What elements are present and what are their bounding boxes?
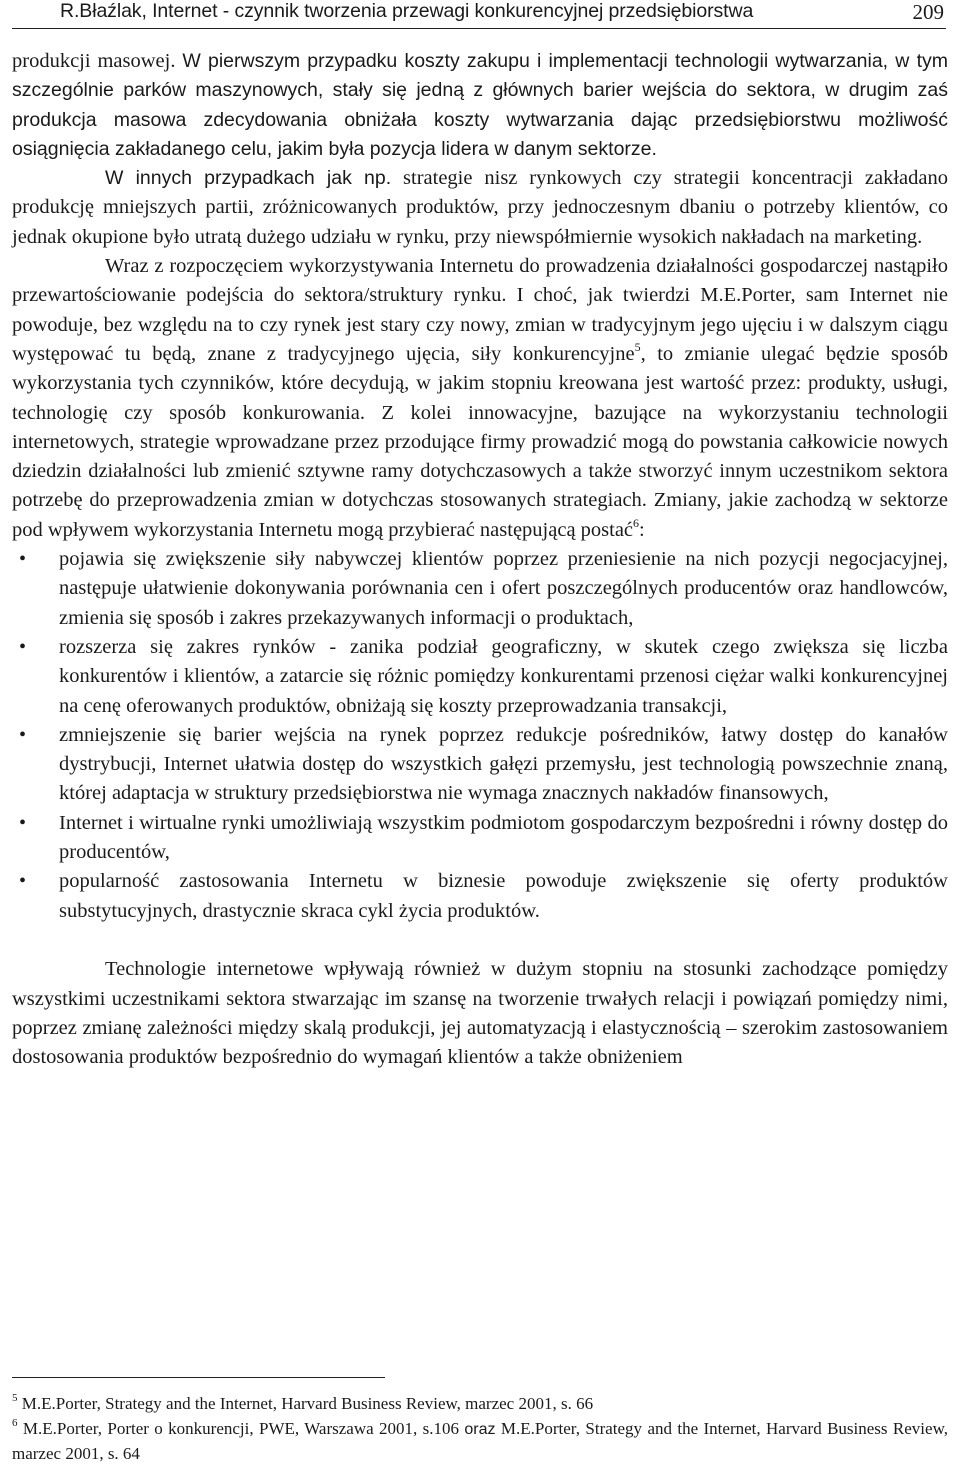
footnote-5-number: 5 bbox=[12, 1392, 18, 1404]
paragraph-2-start: W innych przypadkach jak np. bbox=[105, 167, 392, 190]
list-item-text: Internet i wirtualne rynki umożliwiają wszystkim podmiotom gospodarczym bezpośredni i równy dostęp do producentów, bbox=[59, 811, 948, 864]
bullet-symbol: • bbox=[19, 723, 27, 746]
paragraph-1-start: produkcji masowej. bbox=[12, 50, 183, 72]
bullet-list bbox=[12, 545, 948, 926]
paragraph-3-text-a: Wraz z rozpoczęciem wykorzystywania Internetu do prowadzenia działalności gospodarczej nastąpiło przewartościowanie podejścia do sektora/struktury rynku. I choć, jak twierdzi M.E.Porter, sam Internet nie powoduje, bez względu na to czy rynek jest stary czy nowy, zmian w tradycyjnym jego ujęciu i w dalszym ciągu występować tu będą, znane z tradycyjnego ujęcia, siły konkurencyjne bbox=[12, 255, 948, 365]
footnote-6-text-a: M.E.Porter, Porter o konkurencji, PWE, Warszawa 2001, s.106 bbox=[17, 1418, 465, 1438]
footnote-6-text-b: M.E.Porter, Strategy and the Internet, Harvard Business Review, marzec 2001, s. 64 bbox=[12, 1418, 948, 1463]
footnote-ref-6: 6 bbox=[633, 515, 640, 530]
footnote-5-text: M.E.Porter, Strategy and the Internet, Harvard Business Review, marzec 2001, s. 66 bbox=[17, 1394, 594, 1413]
footnotes bbox=[12, 1392, 948, 1467]
paragraph-2-text: strategie nisz rynkowych czy strategii koncentracji zakładano produkcję mniejszych partii, zróżnicowanych produktów, przy jednoczesnym dbaniu o potrzeby klientów, co jednak okupione było utratą dużego udziału w rynku, przy niewspółmiernie wysokich nakładach na marketing. bbox=[12, 167, 948, 248]
paragraph-2 bbox=[12, 164, 948, 252]
list-item-text: popularność zastosowania Internetu w biznesie powoduje zwiększenie się oferty produktów substytucyjnych, drastycznie skraca cykl życia produktów. bbox=[59, 870, 948, 922]
list-item bbox=[12, 545, 948, 633]
paragraph-3 bbox=[12, 252, 948, 545]
footnote-6-number: 6 bbox=[12, 1416, 18, 1429]
bullet-symbol: • bbox=[19, 635, 27, 658]
list-item-text: zmniejszenie się barier wejścia na rynek poprzez redukcje pośredników, łatwy dostęp do kanałów dystrybucji, Internet ułatwia dostęp do wszystkich gałęzi przemysłu, jest technologią powszechnie znaną, której adaptacja w struktury przedsiębiorstwa nie wymaga znacznych nakładów finansowych, bbox=[59, 723, 948, 805]
footnote-5 bbox=[12, 1392, 948, 1417]
list-item bbox=[12, 721, 948, 809]
bullet-symbol: • bbox=[19, 811, 27, 834]
running-header bbox=[12, 0, 946, 29]
paragraph-1 bbox=[12, 47, 948, 164]
paragraph-spacer bbox=[12, 926, 948, 955]
list-item bbox=[12, 633, 948, 721]
list-item-text: pojawia się zwiększenie siły nabywczej klientów poprzez przeniesienie na nich pozycji negocjacyjnej, następuje ułatwienie dokonywania porównania cen i ofert poszczególnych producentów oraz handlowców, zmienia się sposób i zakres przekazywanych informacji o produktach, bbox=[59, 548, 948, 629]
list-item bbox=[12, 809, 948, 868]
paragraph-3-text-b: , to zmianie ulegać będzie sposób wykorzystania tych czynników, które decydują, w jakim stopniu kreowana jest wartość przez: produkty, usługi, technologię czy sposób konkurowania. Z kolei innowacyjne, bazujące na wykorzystaniu technologii internetowych, strategie wprowadzane przez przodujące firmy prowadzić mogą do powstania całkowicie nowych dziedzin działalności lub zmienić sztywne ramy dotychczasowych a także stworzyć innym uczestnikom sektora potrzebę do przeprowadzenia zmian w dotychczas stosowanych strategiach. Zmiany, jakie zachodzą w sektorze pod wpływem wykorzystania Internetu mogą przybierać następującą postać bbox=[12, 342, 948, 541]
footnote-ref-5: 5 bbox=[634, 339, 641, 354]
header-title: R.Błaźlak, Internet - czynnik tworzenia przewagi konkurencyjnej przedsiębiorstwa bbox=[60, 0, 754, 22]
paragraph-4: Technologie internetowe wpływają również w dużym stopniu na stosunki zachodzące pomiędzy wszystkimi uczestnikami sektora stwarzając im szansę na tworzenie trwałych relacji i powiązań pomiędzy nimi, poprzez zmianę zależności między skalą produkcji, jej automatyzacją i elastycznością – szerokim zastosowaniem dostosowania produktów bezpośrednio do wymagań klientów a także obniżeniem bbox=[12, 958, 948, 1069]
list-item-text: rozszerza się zakres rynków - zanika podział geograficzny, w skutek czego zwiększa się liczba konkurentów i klientów, a zatarcie się różnic pomiędzy konkurentami przenosi ciężar walki konkurencyjnej na cenę oferowanych produktów, obniżają się koszty przeprowadzania transakcji, bbox=[59, 635, 948, 717]
bullet-symbol: • bbox=[19, 870, 27, 893]
bullet-symbol: • bbox=[19, 548, 27, 571]
paragraph-1-text: W pierwszym przypadku koszty zakupu i implementacji technologii wytwarzania, w tym szczególnie parków maszynowych, stały się jedną z głównych barier wejścia do sektora, w drugim zaś produkcja masowa zdecydowania obniżała koszty wytwarzania dając przedsiębiorstwu możliwość osiągnięcia zakładanego celu, jakim była pozycja lidera w danym sektorze. bbox=[12, 50, 948, 160]
list-item bbox=[12, 867, 948, 926]
page-number: 209 bbox=[912, 0, 944, 24]
footnote-6 bbox=[12, 1417, 948, 1467]
footnote-6-conjunction: oraz bbox=[464, 1420, 496, 1438]
footnote-divider bbox=[12, 1377, 385, 1378]
paragraph-3-text-c: : bbox=[639, 518, 645, 541]
body-text bbox=[12, 47, 948, 1072]
